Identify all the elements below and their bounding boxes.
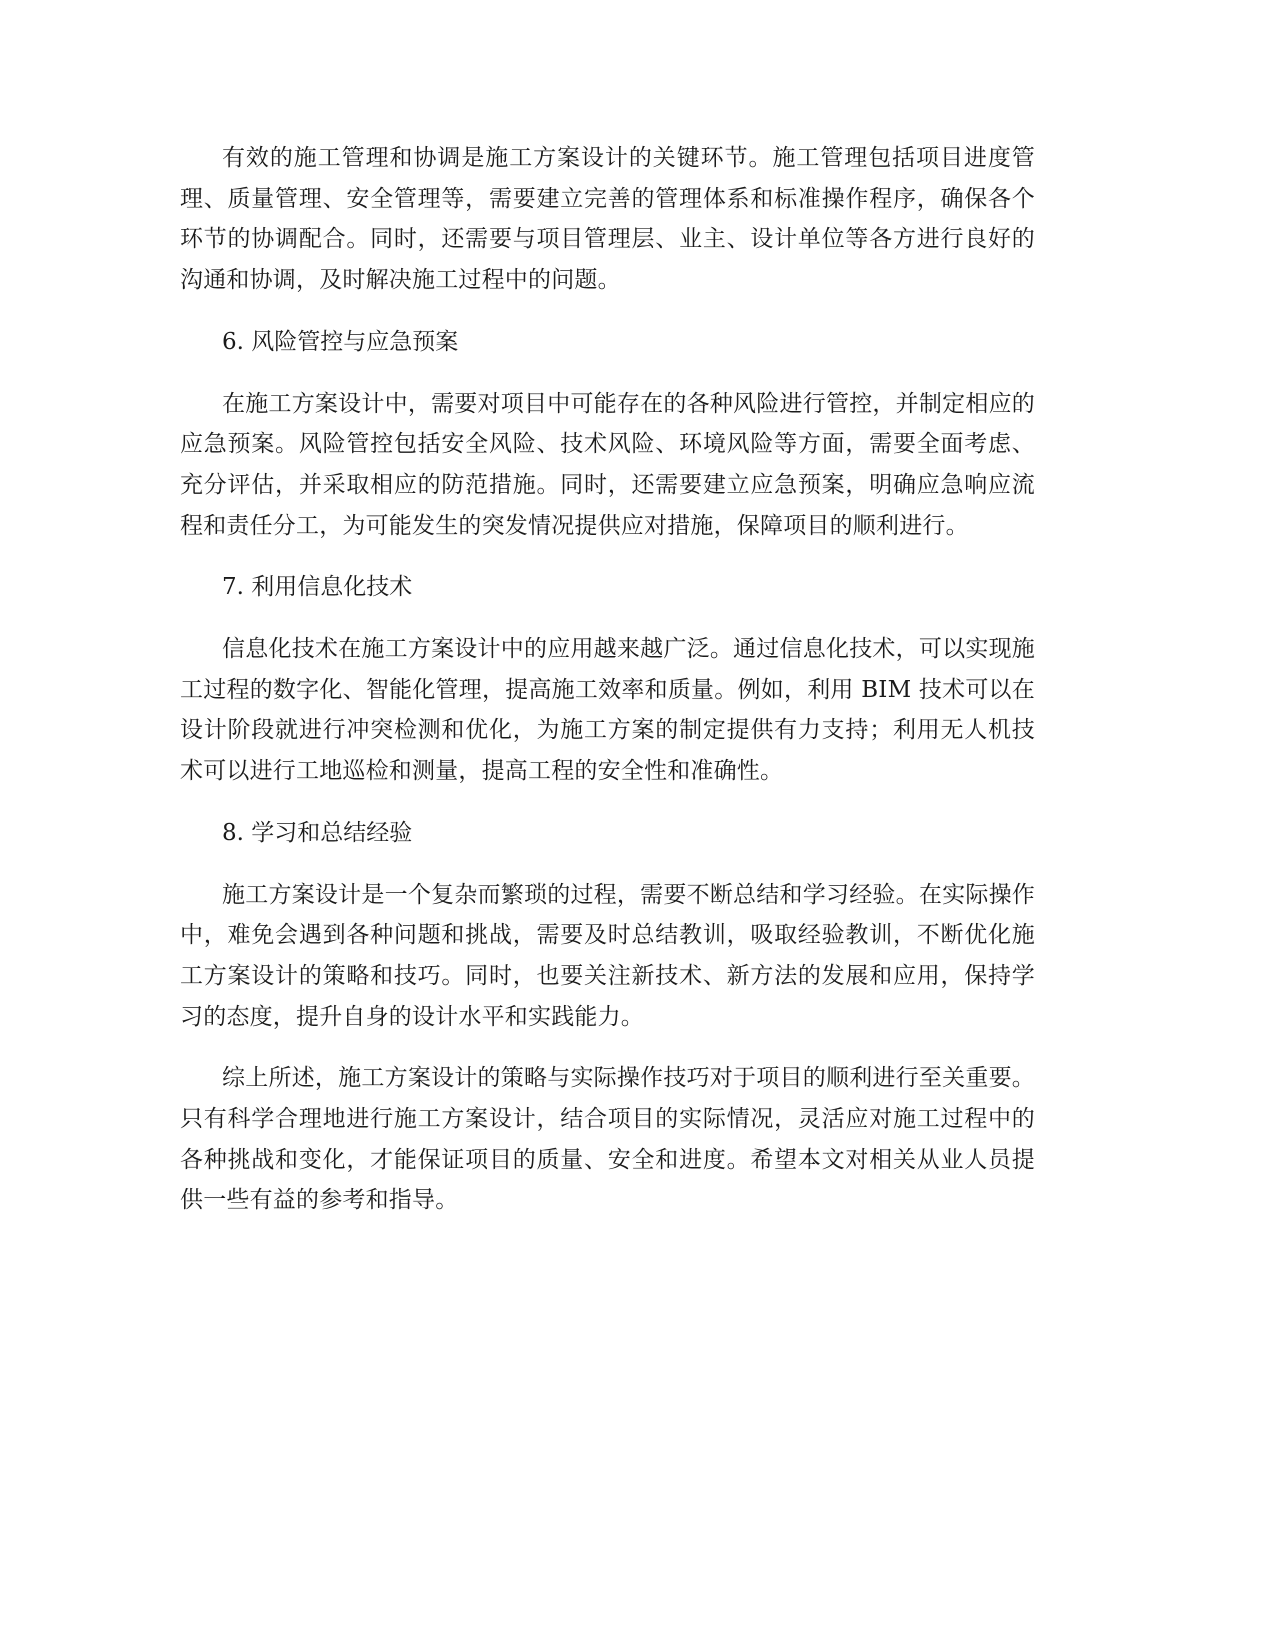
paragraph-information-technology: 信息化技术在施工方案设计中的应用越来越广泛。通过信息化技术，可以实现施工过程的数字化、智能化管理，提高施工效率和质量。例如，利用 BIM 技术可以在设计阶段就进行冲突检测和优化，为施工方案的制定提供有力支持；利用无人机技术可以进行工地巡检和测量，提高工程的安全性和准确性。 (180, 636, 1035, 785)
paragraph-construction-management: 有效的施工管理和协调是施工方案设计的关键环节。施工管理包括项目进度管理、质量管理、安全管理等，需要建立完善的管理体系和标准操作程序，确保各个环节的协调配合。同时，还需要与项目管理层、业主、设计单位等各方进行良好的沟通和协调，及时解决施工过程中的问题。 (180, 145, 1035, 294)
paragraph-risk-control: 在施工方案设计中，需要对项目中可能存在的各种风险进行管控，并制定相应的应急预案。风险管控包括安全风险、技术风险、环境风险等方面，需要全面考虑、充分评估，并采取相应的防范措施。同时，还需要建立应急预案，明确应急响应流程和责任分工，为可能发生的突发情况提供应对措施，保障项目的顺利进行。 (180, 390, 1035, 539)
section-heading-learning-experience: 8. 学习和总结经验 (222, 819, 413, 846)
paragraph-conclusion: 综上所述，施工方案设计的策略与实际操作技巧对于项目的顺利进行至关重要。只有科学合理地进行施工方案设计，结合项目的实际情况，灵活应对施工过程中的各种挑战和变化，才能保证项目的质量、安全和进度。希望本文对相关从业人员提供一些有益的参考和指导。 (180, 1065, 1035, 1214)
section-heading-information-technology: 7. 利用信息化技术 (222, 574, 413, 601)
paragraph-learning-experience: 施工方案设计是一个复杂而繁琐的过程，需要不断总结和学习经验。在实际操作中，难免会遇到各种问题和挑战，需要及时总结教训，吸取经验教训，不断优化施工方案设计的策略和技巧。同时，也要关注新技术、新方法的发展和应用，保持学习的态度，提升自身的设计水平和实践能力。 (180, 881, 1035, 1030)
section-heading-risk-control: 6. 风险管控与应急预案 (222, 328, 459, 355)
document-page (180, 138, 1035, 1242)
